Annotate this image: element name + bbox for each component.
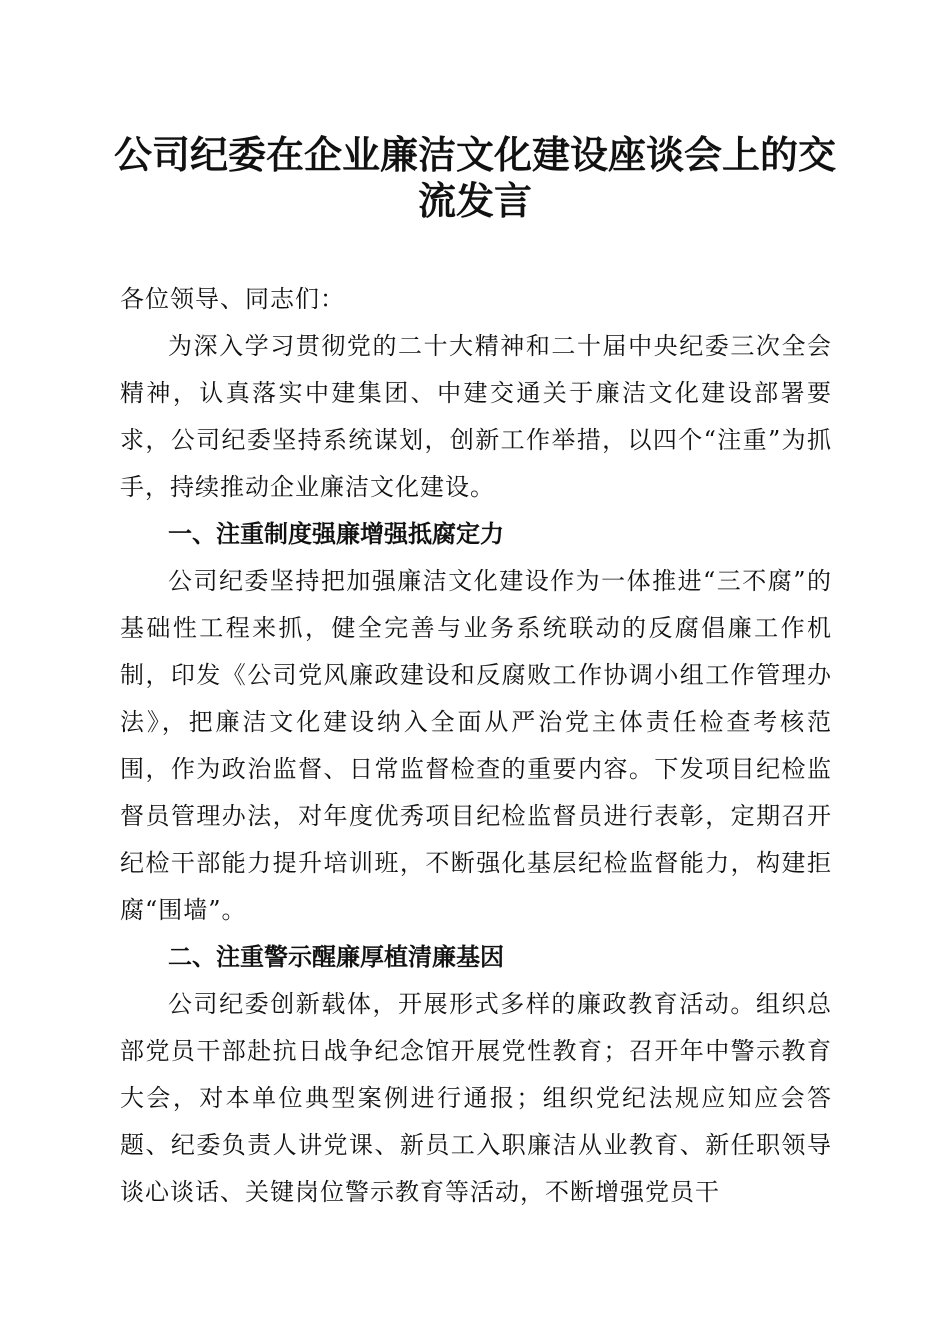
section-heading-2: 二、注重警示醒廉厚植清廉基因 <box>168 943 504 971</box>
section-heading-1: 一、注重制度强廉增强抵腐定力 <box>168 520 504 548</box>
intro-paragraph: 为深入学习贯彻党的二十大精神和二十届中央纪委三次全会精神，认真落实中建集团、中建交通关于廉洁文化建设部署要求，公司纪委坚持系统谋划，创新工作举措，以四个“注重”为抓手，持续推动企业廉洁文化建设。 <box>120 332 832 501</box>
document-title: 公司纪委在企业廉洁文化建设座谈会上的交流发言 <box>113 132 836 223</box>
document-body <box>120 276 832 1216</box>
salutation: 各位领导、同志们： <box>120 285 345 313</box>
section-paragraph-1: 公司纪委坚持把加强廉洁文化建设作为一体推进“三不腐”的基础性工程来抓，健全完善与业务系统联动的反腐倡廉工作机制，印发《公司党风廉政建设和反腐败工作协调小组工作管理办法》，把廉洁文化建设纳入全面从严治党主体责任检查考核范围，作为政治监督、日常监督检查的重要内容。下发项目纪检监督员管理办法，对年度优秀项目纪检监督员进行表彰，定期召开纪检干部能力提升培训班，不断强化基层纪检监督能力，构建拒腐“围墙”。 <box>120 567 832 924</box>
section-paragraph-2: 公司纪委创新载体，开展形式多样的廉政教育活动。组织总部党员干部赴抗日战争纪念馆开展党性教育；召开年中警示教育大会，对本单位典型案例进行通报；组织党纪法规应知应会答题、纪委负责人讲党课、新员工入职廉洁从业教育、新任职领导谈心谈话、关键岗位警示教育等活动，不断增强党员干 <box>120 990 832 1206</box>
